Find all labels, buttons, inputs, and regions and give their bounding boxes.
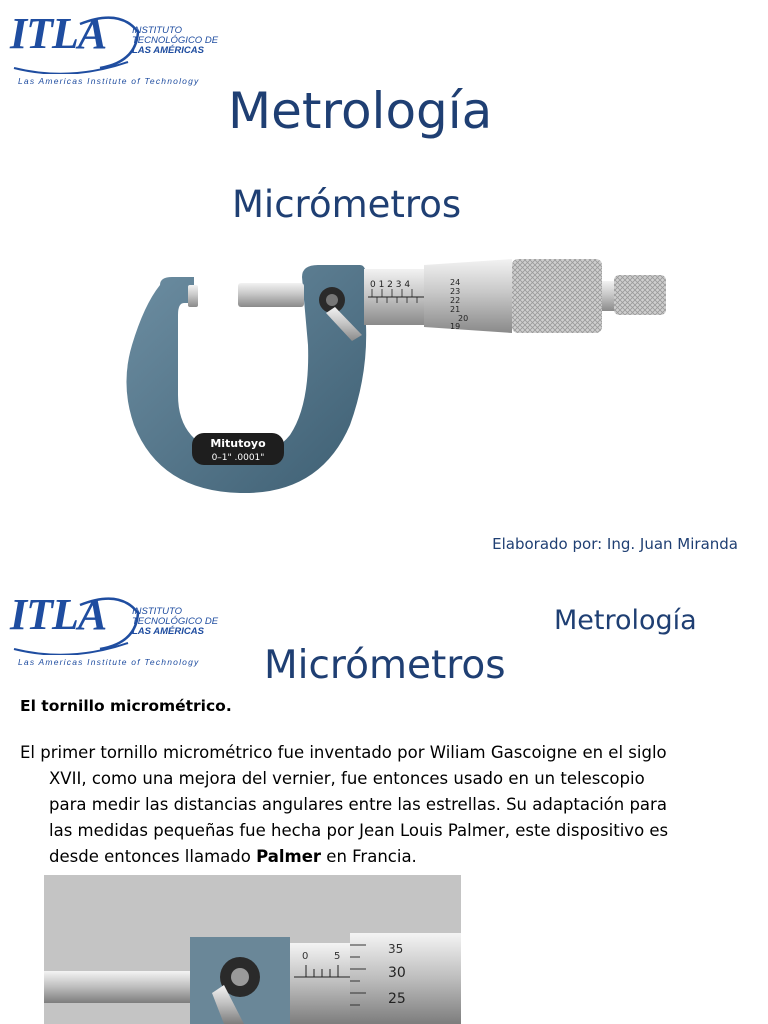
logo-tagline: Las Americas Institute of Technology — [18, 76, 200, 86]
svg-text:23: 23 — [450, 287, 461, 296]
section-heading: El tornillo micrométrico. — [20, 697, 232, 715]
itla-logo — [10, 9, 220, 92]
slide-title: Micrómetros — [264, 643, 506, 688]
slide-title: Metrología — [228, 82, 493, 140]
svg-text:20: 20 — [458, 314, 469, 323]
palmer-term: Palmer — [256, 847, 322, 866]
micrometer-illustration — [120, 255, 680, 505]
range-label: 0–1" .0001" — [211, 453, 265, 463]
author-credit: Elaborado por: Ing. Juan Miranda — [492, 535, 738, 553]
slide-header-right: Metrología — [554, 605, 697, 636]
slide-subtitle: Micrómetros — [232, 183, 462, 226]
brand-label: Mitutoyo — [210, 437, 266, 450]
svg-text:21: 21 — [450, 305, 461, 314]
svg-text:0: 0 — [302, 951, 309, 962]
svg-text:25: 25 — [388, 991, 406, 1007]
logo-wordmark: ITLA — [10, 9, 107, 58]
sleeve-scale-label: 0 1 2 3 4 — [370, 280, 411, 290]
body-paragraph: El primer tornillo micrométrico fue inventado por Wiliam Gascoigne en el siglo XVII, como una mejora del vernier, fue entonces usado en un telescopio para medir las distancias angulares entre las estrellas. Su adaptación para las medidas pequeñas fue hecha por Jean Louis Palmer, este dispositivo es desde entonces llamado Palmer en Francia. — [20, 743, 669, 866]
slide-2 — [0, 565, 768, 1024]
svg-text:30: 30 — [388, 965, 406, 981]
logo-tagline: Las Americas Institute of Technology — [18, 657, 200, 667]
logo-wordmark: ITLA — [10, 590, 107, 639]
svg-text:19: 19 — [450, 322, 461, 331]
logo-institute-name: INSTITUTO TECNOLÓGICO DE LAS AMÉRICAS — [132, 25, 219, 56]
itla-logo — [10, 590, 220, 673]
svg-text:5: 5 — [334, 951, 341, 962]
svg-text:22: 22 — [450, 296, 461, 305]
svg-text:24: 24 — [450, 278, 461, 287]
svg-text:35: 35 — [388, 942, 404, 956]
micrometer-closeup-photo — [44, 875, 461, 1024]
logo-institute-name: INSTITUTO TECNOLÓGICO DE LAS AMÉRICAS — [132, 606, 219, 637]
